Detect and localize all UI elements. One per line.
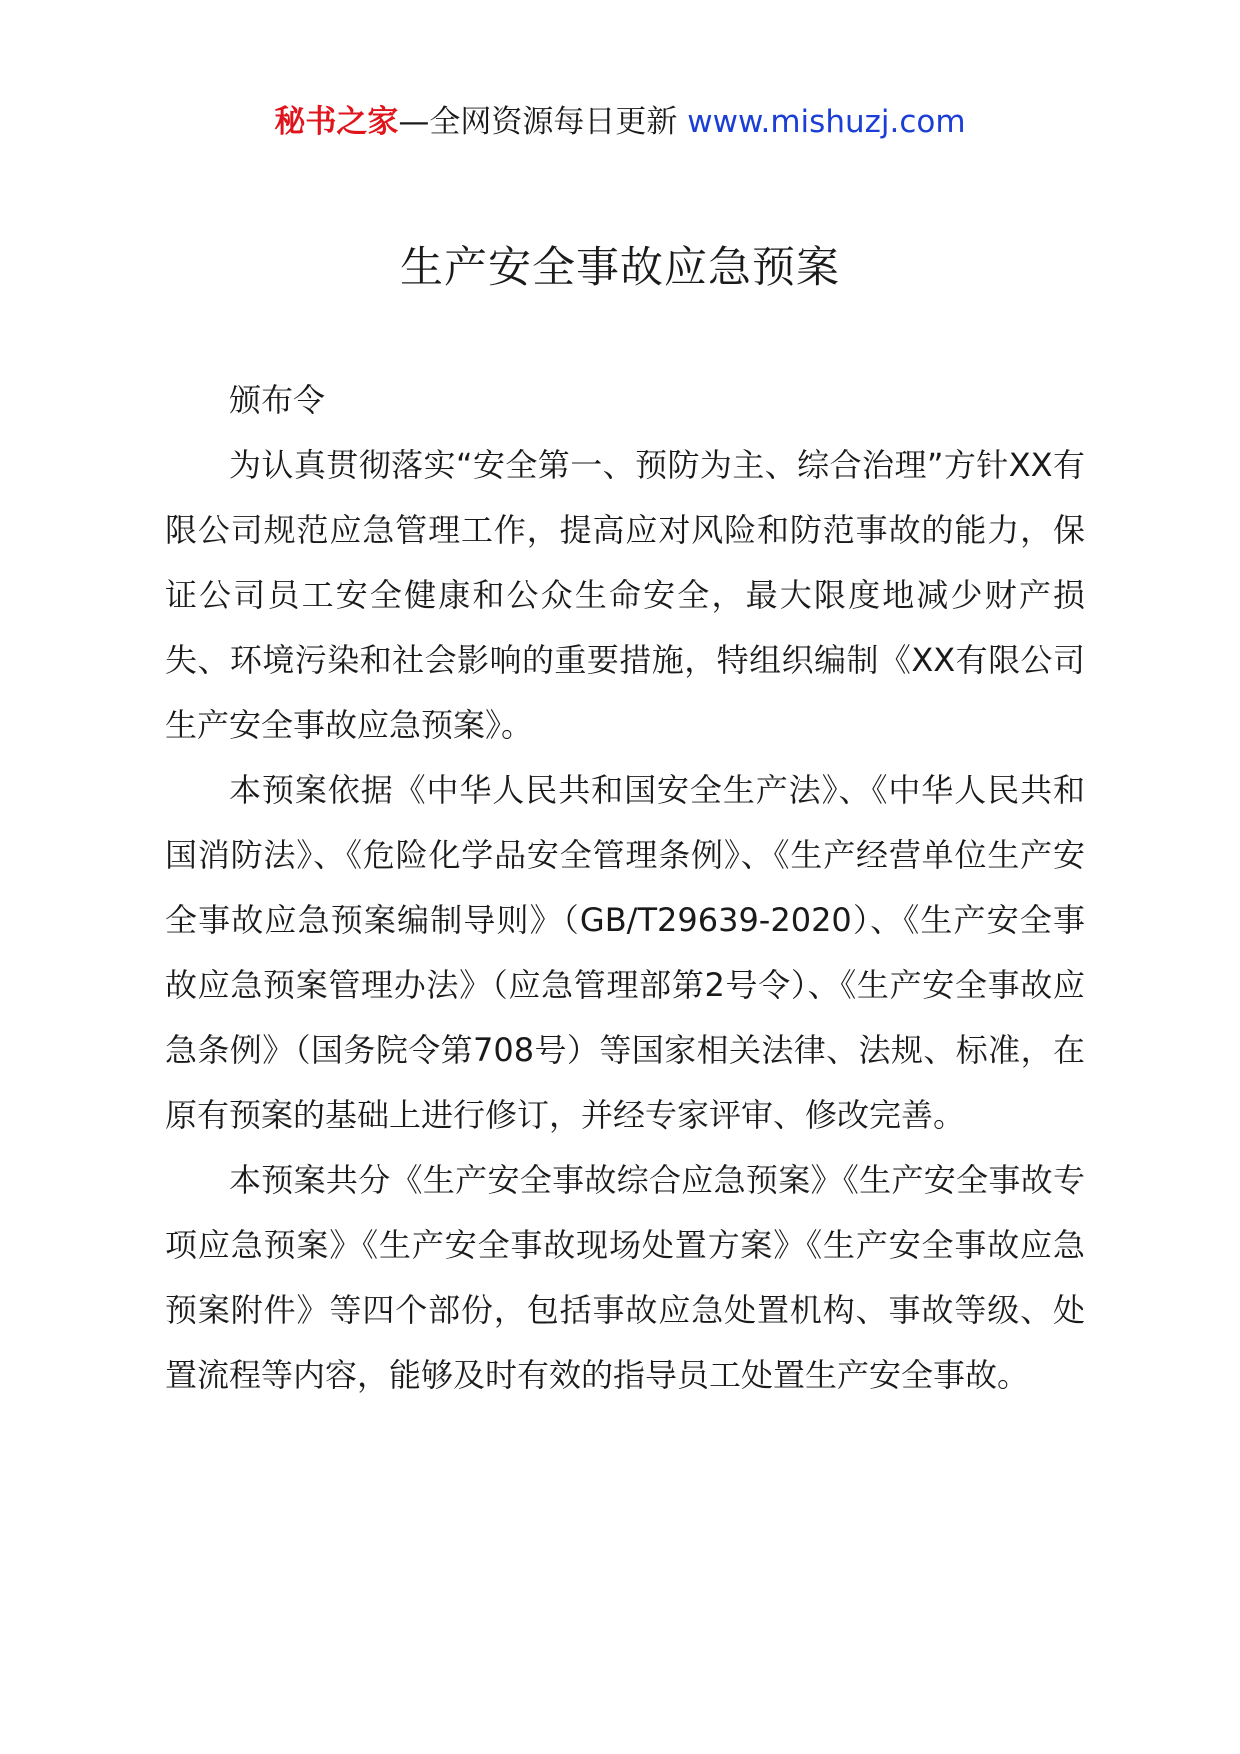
paragraph-basis: 本预案依据《中华人民共和国安全生产法》、《中华人民共和国消防法》、《危险化学品安全管理条例》、《生产经营单位生产安全事故应急预案编制导则》（GB/T29639-2020）、《生产安全事故应急预案管理办法》（应急管理部第2号令）、《生产安全事故应急条例》（国务院令第708号）等国家相关法律、法规、标准，在原有预案的基础上进行修订，并经专家评审、修改完善。 bbox=[165, 771, 1085, 1134]
document-title: 生产安全事故应急预案 bbox=[400, 243, 840, 293]
site-header bbox=[0, 100, 1240, 144]
brand-name: 秘书之家 bbox=[274, 104, 399, 140]
document-body bbox=[165, 368, 1085, 1408]
site-url-link[interactable]: www.mishuzj.com bbox=[687, 104, 966, 140]
paragraph-purpose: 为认真贯彻落实“安全第一、预防为主、综合治理”方针XX有限公司规范应急管理工作，提高应对风险和防范事故的能力，保证公司员工安全健康和公众生命安全，最大限度地减少财产损失、环境污染和社会影响的重要措施，特组织编制《XX有限公司生产安全事故应急预案》。 bbox=[165, 446, 1085, 744]
paragraph-structure: 本预案共分《生产安全事故综合应急预案》《生产安全事故专项应急预案》《生产安全事故现场处置方案》《生产安全事故应急预案附件》等四个部份，包括事故应急处置机构、事故等级、处置流程等内容，能够及时有效的指导员工处置生产安全事故。 bbox=[165, 1161, 1085, 1394]
section-heading: 颁布令 bbox=[229, 381, 326, 419]
header-tagline: —全网资源每日更新 bbox=[398, 104, 688, 140]
